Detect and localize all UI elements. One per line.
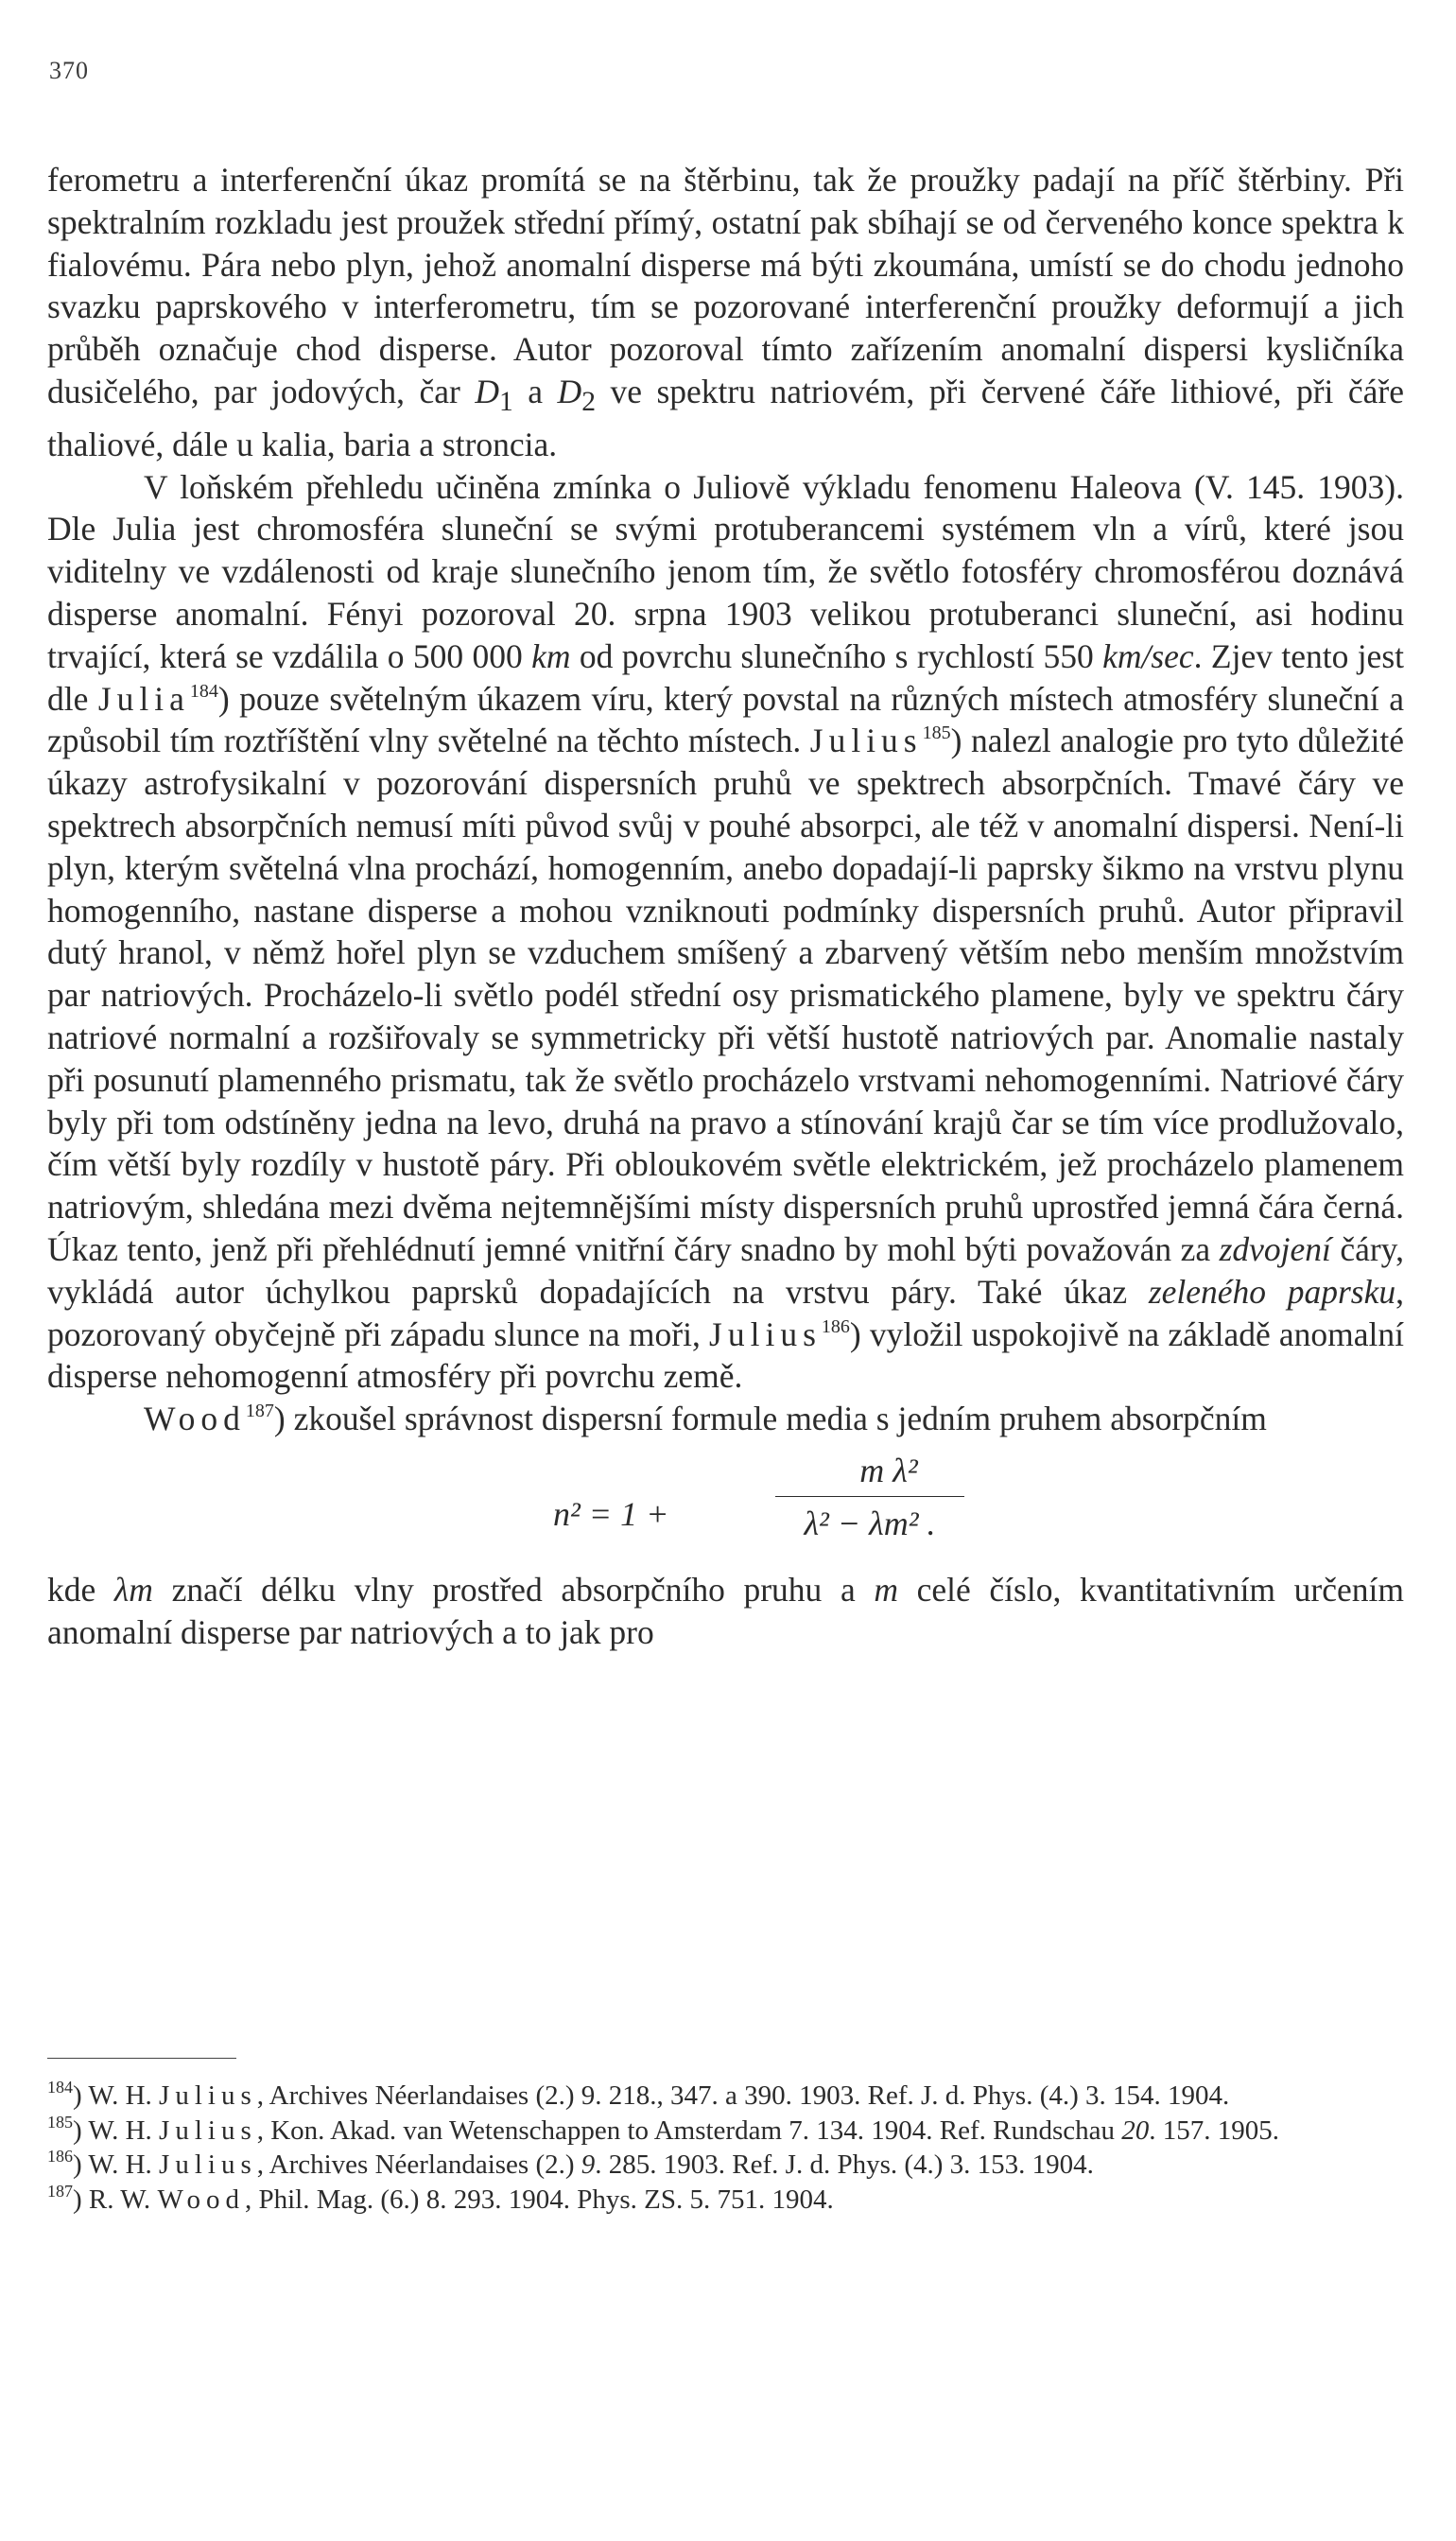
footnote-187: $^{187}$) R. W. Wood, Phil. Mag. (6.) 8. 293. 1904. Phys. ZS. 5. 751. 1904. bbox=[47, 2181, 834, 2215]
formula-denominator: λ² − λm² . bbox=[804, 1504, 936, 1542]
page-number: 370 bbox=[49, 57, 89, 84]
footnote-185: $^{185}$) W. H. Julius, Kon. Akad. van Wetenschappen to Amsterdam 7. 134. 1904. Ref. Rundschau 20. 157. 1905. bbox=[47, 2112, 1279, 2146]
formula-fraction bbox=[775, 1450, 964, 1545]
paragraph-2: V loňském přehledu učiněna zmínka o Juliově výkladu fenomenu Haleova (V. 145. 1903). Dle Julia jest chromosféra sluneční se svými protuberancemi systémem vln a vírů, které jsou viditelny ve vzdálenosti od kraje slunečního jenom tím, že světlo fotosféry chromosférou doznává disperse anomalní. Fényi pozoroval 20. srpna 1903 velikou protuberanci sluneční, asi hodinu trvající, která se vzdálila o 500 000 km od povrchu slunečního s rychlostí 550 km/sec. Zjev tento jest dle Julia$^{184}$) pouze světelným úkazem víru, který povstal na různých místech atmosféry sluneční a způsobil tím roztříštění vlny světelné na těchto místech. Julius$^{185}$) nalezl analogie pro tyto důležité úkazy astrofysikalní v pozorování dispersních pruhů ve spektrech absorpčních. Tmavé čáry ve spektrech absorpčních nemusí míti původ svůj v pouhé absorpci, ale též v anomalní dispersi. Není-li plyn, kterým světelná vlna prochází, homogenním, anebo dopadají-li paprsky šikmo na vrstvu plynu homogenního, nastane disperse a mohou vzniknouti podmínky dispersních pruhů. Autor připravil dutý hranol, v němž hořel plyn se vzduchem smíšený a zbarvený větším nebo menším množstvím par natriových. Procházelo-li světlo podél střední osy prismatického plamene, byly ve spektru čáry natriové normalní a rozšiřovaly se symmetricky při větší hustotě natriových par. Anomalie nastaly při posunutí plamenného prismatu, tak že světlo procházelo vrstvami nehomogenními. Natriové čáry byly při tom odstíněny jedna na levo, druhá na pravo a stínování krajů čar se tím více prodlužovalo, čím větší byly rozdíly v hustotě páry. Při obloukovém světle elektrickém, jež procházelo plamenem natriovým, shledána mezi dvěma nejtemnějšími místy dispersních pruhů uprostřed jemná čára černá. Úkaz tento, jenž při přehlédnutí jemné vnitřní čáry snadno by mohl býti považován za zdvojení čáry, vykládá autor úchylkou paprsků dopadajících na vrstvu páry. Také úkaz zeleného paprsku, pozorovaný obyčejně při západu slunce na moři, Julius$^{186}$) vyložil uspokojivě na základě anomalní disperse nehomogenní atmosféry při povrchu země. bbox=[47, 467, 1405, 1396]
footnote-rule bbox=[47, 2058, 236, 2059]
fraction-bar bbox=[775, 1496, 964, 1497]
main-text bbox=[47, 159, 1404, 1654]
formula-lhs: n² = 1 + bbox=[553, 1495, 669, 1533]
paragraph-4: kde λm značí délku vlny prostřed absorpčního pruhu a m celé číslo, kvantitativním určením anomalní disperse par natriových a to jak pro bbox=[47, 1571, 1404, 1651]
dispersion-formula bbox=[47, 1440, 1404, 1569]
footnote-186: $^{186}$) W. H. Julius, Archives Néerlandaises (2.) 9. 285. 1903. Ref. J. d. Phys. (4.) 3. 153. 1904. bbox=[47, 2147, 1094, 2180]
formula-numerator: m λ² bbox=[859, 1452, 918, 1489]
paragraph-1: ferometru a interferenční úkaz promítá se na štěrbinu, tak že proužky padají na příč štěrbiny. Při spektralním rozkladu jest proužek střední přímý, ostatní pak sbíhají se od červeného konce spektra k fialovému. Pára nebo plyn, jehož anomalní disperse má býti zkoumána, umístí se do chodu jednoho svazku paprskového v interferometru, tím se pozorované interferenční proužky deformují a jich průběh označuje chod disperse. Autor pozoroval tímto zařízením anomalní dispersi kysličníka dusičelého, par jodových, čar $D_1$ a $D_2$ ve spektru natriovém, při červené čáře lithiové, při čáře thaliové, dále u kalia, baria a stroncia. bbox=[47, 161, 1405, 463]
footnotes bbox=[47, 2079, 1404, 2217]
paragraph-3: Wood$^{187}$) zkoušel správnost dispersní formule media s jedním pruhem absorpčním bbox=[144, 1400, 1267, 1438]
footnote-184: $^{184}$) W. H. Julius, Archives Néerlandaises (2.) 9. 218., 347. a 390. 1903. Ref. J. d. Phys. (4.) 3. 154. 1904. bbox=[47, 2078, 1230, 2111]
